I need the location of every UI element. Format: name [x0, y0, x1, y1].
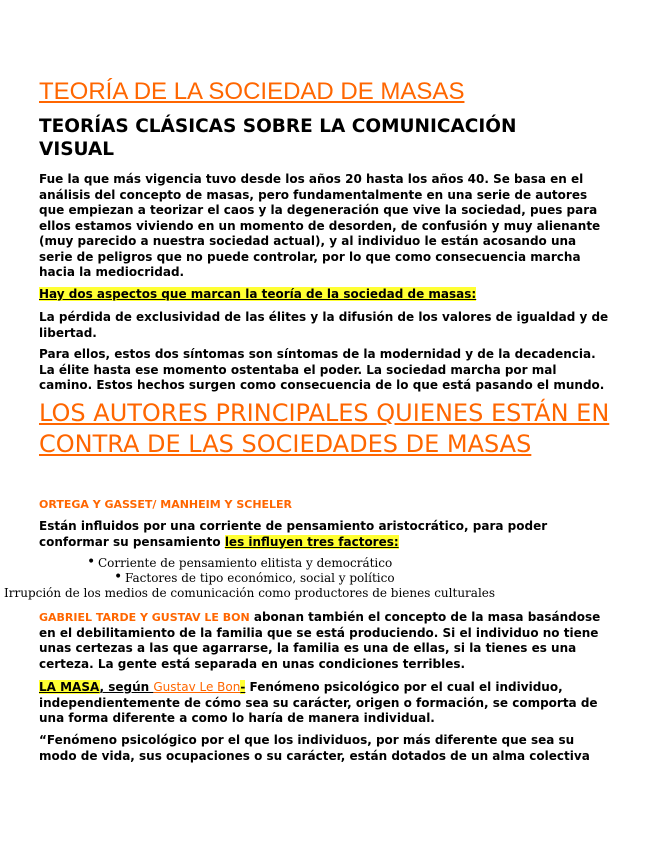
authors1-text: Están influidos por una corriente de pensamiento aristocrático, para poder conformar su pensamiento: [39, 519, 548, 549]
heading-autores-principales: LOS AUTORES PRINCIPALES QUIENES ESTÁN EN CONTRA DE LAS SOCIEDADES DE MASAS: [39, 399, 610, 458]
aspects-heading-highlight: Hay dos aspectos que marcan la teoría de la sociedad de masas:: [39, 287, 477, 301]
authors1-highlight: les influyen tres factores:: [224, 534, 399, 549]
authors-tarde-le-bon: GABRIEL TARDE Y GUSTAV LE BON: [39, 611, 250, 624]
authors-ortega-manheim-scheler: ORTEGA Y GASSET/ MANHEIM Y SCHELER: [39, 498, 293, 511]
bullet-icon: •: [114, 569, 123, 585]
authors2-paragraph: GABRIEL TARDE Y GUSTAV LE BON abonan también el concepto de la masa basándose en el debilitamiento de la familia que se está produciendo. Si el individuo no tiene unas certezas a las que agarrarse, la familia es una de ellas, si la tienes es una certeza. La gente está separada en unas condiciones terribles.: [39, 610, 601, 671]
list-item: Irrupción de los medios de comunicación como productores de bienes culturales: [4, 586, 496, 600]
list-item: • Factores de tipo económico, social y político: [114, 569, 395, 585]
masa-paragraph: LA MASA, según Gustav Le Bon- Fenómeno psicológico por el cual el individuo, independientemente de cómo sea su carácter, origen o formación, se comporta de una forma diferente a como lo haría de manera individual.: [39, 680, 598, 725]
intro-paragraph: Fue la que más vigencia tuvo desde los años 20 hasta los años 40. Se basa en el análisis del concepto de masas, pero fundamentalmente en una serie de autores que empiezan a teorizar el caos y la degeneración que vive la sociedad, pues para ellos estamos viviendo en un momento de desorden, de confusión y muy alienante (muy parecido a nuestra sociedad actual), y al individuo le están acosando una serie de peligros que no puede controlar, por lo que como consecuencia marcha hacia la mediocridad.: [39, 172, 601, 279]
aspects-paragraph-1: La pérdida de exclusividad de las élites y la difusión de los valores de igualdad y de libertad.: [39, 310, 609, 340]
masa-label: LA MASA: [39, 680, 100, 694]
le-bon-link[interactable]: Gustav Le Bon: [153, 680, 241, 694]
factors-list: [0, 554, 496, 601]
aspects-heading: [39, 287, 609, 303]
bullet-icon: •: [87, 554, 96, 570]
title-teoria-sociedad-masas: TEORÍA DE LA SOCIEDAD DE MASAS: [39, 78, 465, 105]
authors1-paragraph: [39, 519, 559, 550]
list-item: • Corriente de pensamiento elitista y democrático: [87, 554, 393, 570]
aspects-paragraph-2: Para ellos, estos dos síntomas son síntomas de la modernidad y de la decadencia. La élite hasta ese momento ostentaba el poder. La sociedad marcha por mal camino. Estos hechos surgen como consecuencia de lo que está pasando el mundo.: [39, 347, 605, 392]
quote-paragraph: “Fenómeno psicológico por el que los individuos, por más diferente que sea su modo de vida, sus ocupaciones o su carácter, están dotados de un alma colectiva: [39, 733, 590, 763]
subtitle-teorias-clasicas: TEORÍAS CLÁSICAS SOBRE LA COMUNICACIÓN VISUAL: [39, 116, 517, 160]
